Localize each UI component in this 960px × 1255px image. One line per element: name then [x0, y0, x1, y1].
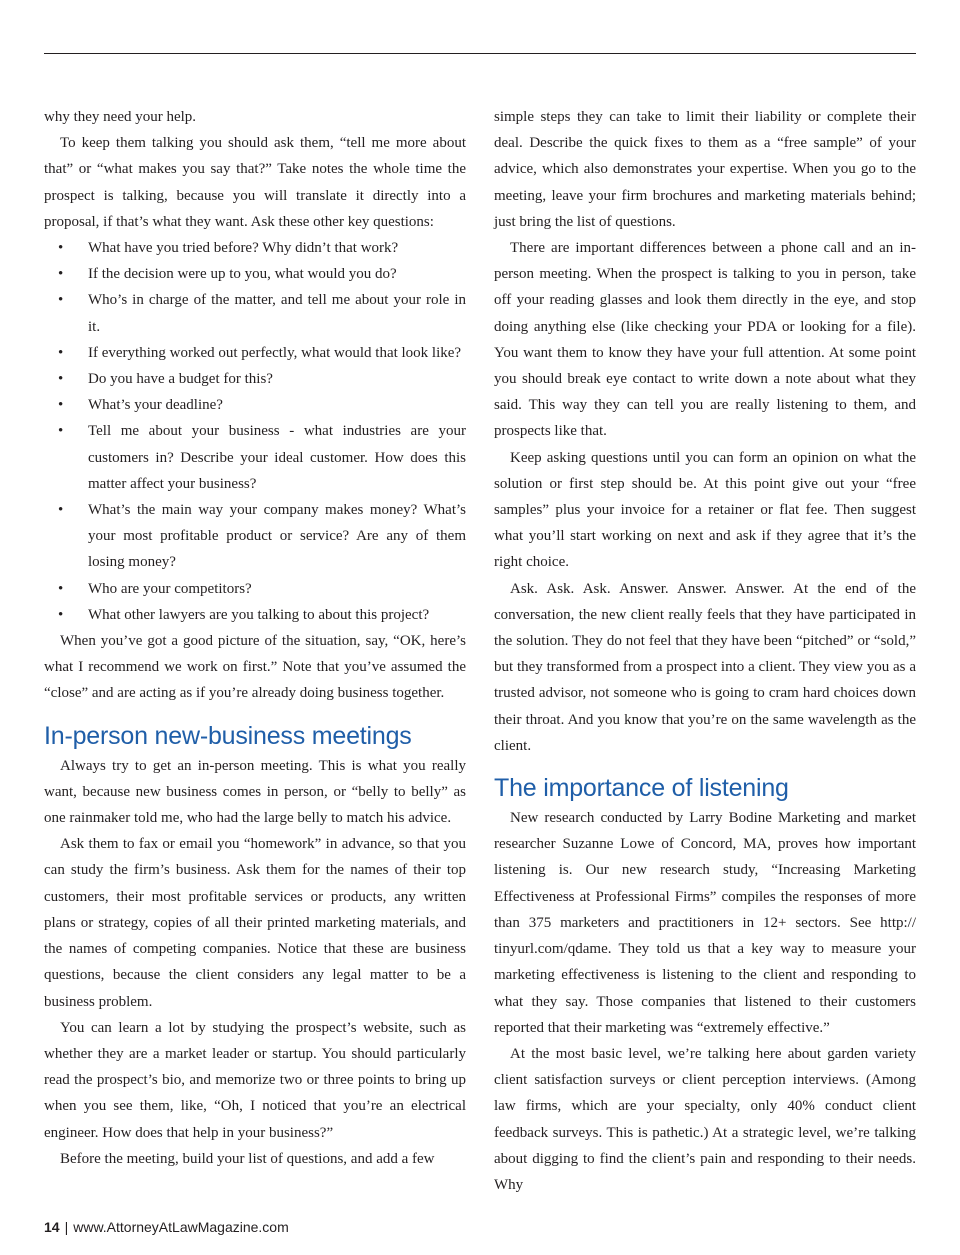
- list-item: • Tell me about your business - what industries are your customers in? Describe your ideal customer. How does this matter affect your business?: [44, 418, 466, 497]
- website-link[interactable]: www.AttorneyAtLawMagazine.com: [73, 1219, 289, 1235]
- paragraph: Before the meeting, build your list of questions, and add a few: [60, 1150, 435, 1167]
- paragraph: Always try to get an in-person meeting. This is what you really want, because new business comes in person, or “belly to belly” as one rainmaker told me, who had the large belly to match his advice.: [44, 757, 466, 827]
- section-heading: In-person new-business meetings: [44, 721, 412, 750]
- questions-list: [44, 235, 466, 628]
- paragraph: At the most basic level, we’re talking here about garden variety client satisfaction surveys or client perception interviews. (Among law firms, which are your specialty, only 40% conduct client feedback surveys. This is pathetic.) At a strategic level, we’re talking about digging to find the client’s pain and responding to their needs. Why: [494, 1045, 916, 1193]
- paragraph: Ask them to fax or email you “homework” in advance, so that you can study the firm’s business. Ask them for the names of their top customers, their most profitable services or products, any written plans or strategy, copies of all their printed marketing materials, and the names of competing companies. Notice that these are business questions, because the client considers any legal matter to be a business problem.: [44, 836, 466, 1010]
- header-rule: [44, 53, 916, 54]
- right-column: [494, 104, 916, 1198]
- list-item: • Do you have a budget for this?: [44, 366, 466, 392]
- list-item: • What’s the main way your company makes money? What’s your most profitable product or service? Are any of them losing money?: [44, 497, 466, 576]
- page-number: 14: [44, 1219, 60, 1235]
- list-item: • What have you tried before? Why didn’t that work?: [44, 235, 466, 261]
- paragraph: simple steps they can take to limit their liability or complete their deal. Describe the quick fixes to them as a “free sample” of your advice, which also demonstrates your expertise. When you go to the meeting, leave your firm brochures and marketing materials behind; just bring the list of questions.: [494, 109, 916, 230]
- left-column: [44, 104, 466, 1172]
- page-footer: [44, 1219, 289, 1235]
- list-item: • What other lawyers are you talking to about this project?: [44, 602, 466, 628]
- paragraph: why they need your help.: [44, 109, 197, 125]
- paragraph: When you’ve got a good picture of the situation, say, “OK, here’s what I recommend we work on first.” Note that you’ve assumed the “close” and are acting as if you’re already doing business together.: [44, 633, 466, 702]
- list-item: • If the decision were up to you, what would you do?: [44, 261, 466, 287]
- paragraph: New research conducted by Larry Bodine Marketing and market researcher Suzanne Lowe of Concord, MA, proves how important listening is. Our new research study, “Increasing Marketing Effectiveness at Professional Firms” compiles the responses of more than 375 marketers and practitioners in 12+ sectors. See http:// tinyurl.com/qdame. They told us that a key way to measure your marketing effectiveness is listening to the client and responding to what they say. Those companies that listened to their customers reported that their marketing was “extremely effective.”: [494, 810, 916, 1036]
- list-item: • Who’s in charge of the matter, and tell me about your role in it.: [44, 287, 466, 339]
- paragraph: You can learn a lot by studying the prospect’s website, such as whether they are a market leader or startup. You should particularly read the prospect’s bio, and memorize two or three points to bring up when you see them, like, “Oh, I noticed that you’re an electrical engineer. How does that help in your business?”: [44, 1019, 466, 1141]
- paragraph: There are important differences between a phone call and an in-person meeting. When the prospect is talking to you in person, take off your reading glasses and look them directly in the eye, and stop doing anything else (like checking your PDA or looking for a file). You want them to know they have your full attention. At some point you should break eye contact to write down a note about what they said. This way they can tell you are really listening to them, and prospects like that.: [494, 240, 916, 440]
- list-item: • Who are your competitors?: [44, 576, 466, 602]
- paragraph: To keep them talking you should ask them, “tell me more about that” or “what makes you say that?” Take notes the whole time the prospect is talking, because you will translate it directly into a proposal, if that’s what they want. Ask these other key questions:: [44, 135, 466, 230]
- paragraph: Ask. Ask. Ask. Answer. Answer. Answer. At the end of the conversation, the new client really feels that they have participated in the solution. They do not feel that they have been “pitched” or “sold,” but they transformed from a prospect into a client. They view you as a trusted advisor, not someone who is going to cram hard choices down their throat. And you know that you’re on the same wavelength as the client.: [494, 580, 916, 754]
- section-heading: The importance of listening: [494, 774, 789, 803]
- list-item: • If everything worked out perfectly, what would that look like?: [44, 340, 466, 366]
- footer-separator: |: [64, 1219, 69, 1235]
- list-item: • What’s your deadline?: [44, 392, 466, 418]
- paragraph: Keep asking questions until you can form an opinion on what the solution or first step should be. At this point give out your “free samples” plus your invoice for a retainer or flat fee. Then suggest what you’ll start working on next and ask if they agree that it’s the right choice.: [494, 449, 916, 571]
